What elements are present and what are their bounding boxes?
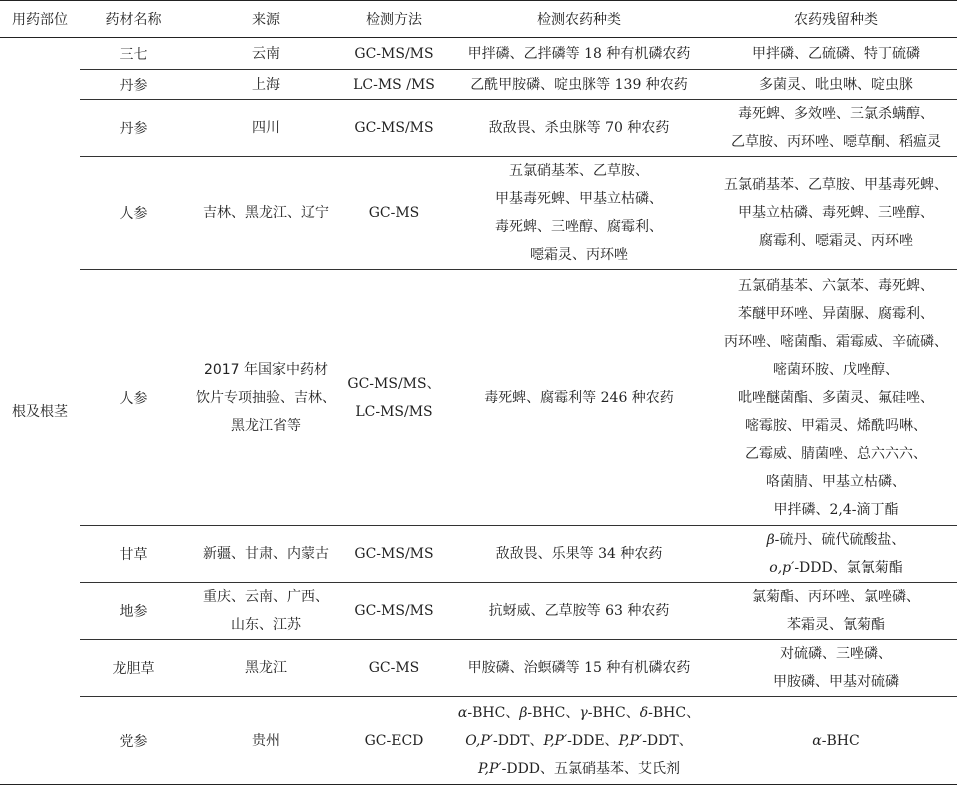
method-cell bbox=[345, 697, 443, 785]
residues-cell-line: 乙霉威、腈菌唑、总六六六、 bbox=[745, 445, 927, 462]
source-cell bbox=[187, 583, 345, 640]
residues-cell-line: 苯霜灵、氰菊酯 bbox=[787, 617, 885, 633]
residues-cell bbox=[715, 100, 957, 157]
residues-cell bbox=[715, 38, 957, 70]
tested-pesticides-cell-line: 抗蚜威、乙草胺等 63 种农药 bbox=[488, 603, 670, 619]
method-cell-line: GC-MS bbox=[368, 205, 420, 221]
tested-pesticides-cell-line: 甲拌磷、乙拌磷等 18 种有机磷农药 bbox=[467, 45, 691, 62]
herb-cell: 三七 bbox=[80, 38, 187, 70]
tested-pesticides-cell-line: 五氯硝基苯、乙草胺、 bbox=[509, 163, 649, 179]
herb-cell: 人参 bbox=[80, 270, 187, 526]
residues-cell bbox=[715, 270, 957, 526]
source-cell bbox=[187, 640, 345, 697]
source-cell-line: 山东、江苏 bbox=[231, 617, 301, 633]
source-cell-line: 重庆、云南、广西、 bbox=[203, 589, 329, 605]
method-cell bbox=[345, 100, 443, 157]
residues-cell bbox=[715, 526, 957, 583]
table-row bbox=[0, 640, 957, 697]
source-cell bbox=[187, 270, 345, 526]
tested-pesticides-cell bbox=[443, 583, 715, 640]
tested-pesticides-cell-line: α-BHC、β-BHC、γ-BHC、δ-BHC、 bbox=[457, 704, 701, 721]
tested-pesticides-cell bbox=[443, 100, 715, 157]
residues-cell bbox=[715, 640, 957, 697]
tested-pesticides-cell-line: 敌敌畏、乐果等 34 种农药 bbox=[495, 546, 663, 562]
residues-cell-line: α-BHC bbox=[812, 732, 860, 749]
source-cell bbox=[187, 526, 345, 583]
table-row bbox=[0, 70, 957, 100]
tested-pesticides-cell bbox=[443, 70, 715, 100]
residues-cell-line: 乙草胺、丙环唑、噁草酮、稻瘟灵 bbox=[731, 134, 941, 150]
tested-pesticides-cell-line: O,P′-DDT、P,P′-DDE、P,P′-DDT、 bbox=[465, 732, 693, 749]
herb-cell: 甘草 bbox=[80, 526, 187, 583]
residues-cell-line: 氯菊酯、丙环唑、氯唑磷、 bbox=[752, 589, 920, 605]
source-cell-line: 黑龙江 bbox=[245, 660, 287, 676]
residues-cell-line: 毒死蜱、多效唑、三氯杀螨醇、 bbox=[738, 106, 934, 122]
residues-cell-line: 多菌灵、吡虫啉、啶虫脒 bbox=[759, 76, 913, 93]
table-row bbox=[0, 157, 957, 270]
method-cell bbox=[345, 640, 443, 697]
method-cell bbox=[345, 526, 443, 583]
herb-cell: 地参 bbox=[80, 583, 187, 640]
header-tested-pesticides: 检测农药种类 bbox=[443, 1, 715, 38]
table-row bbox=[0, 526, 957, 583]
residues-cell bbox=[715, 583, 957, 640]
method-cell-line: GC-MS/MS bbox=[354, 546, 434, 562]
method-cell-line: GC-MS/MS bbox=[354, 603, 434, 619]
residues-cell bbox=[715, 697, 957, 785]
header-site: 用药部位 bbox=[0, 1, 80, 38]
source-cell-line: 黑龙江省等 bbox=[231, 417, 301, 434]
residues-cell-line: 苯醚甲环唑、异菌脲、腐霉利、 bbox=[738, 305, 934, 322]
tested-pesticides-cell-line: 甲胺磷、治螟磷等 15 种有机磷农药 bbox=[467, 660, 691, 676]
residues-cell-line: β-硫丹、硫代硫酸盐、 bbox=[766, 532, 906, 548]
tested-pesticides-cell-line: P,P′-DDD、五氯硝基苯、艾氏剂 bbox=[477, 760, 681, 777]
source-cell bbox=[187, 38, 345, 70]
herb-cell: 丹参 bbox=[80, 70, 187, 100]
residues-cell bbox=[715, 70, 957, 100]
method-cell bbox=[345, 70, 443, 100]
method-cell bbox=[345, 38, 443, 70]
header-method: 检测方法 bbox=[345, 1, 443, 38]
residues-cell-line: 五氯硝基苯、六氯苯、毒死蜱、 bbox=[738, 277, 934, 294]
herb-cell: 丹参 bbox=[80, 100, 187, 157]
residues-cell-line: 吡唑醚菌酯、多菌灵、氟硅唑、 bbox=[738, 389, 934, 406]
herb-cell: 人参 bbox=[80, 157, 187, 270]
source-cell-line: 云南 bbox=[252, 45, 280, 62]
tested-pesticides-cell-line: 敌敌畏、杀虫脒等 70 种农药 bbox=[488, 120, 670, 136]
source-cell-line: 贵州 bbox=[252, 732, 280, 749]
site-cell: 根及根茎 bbox=[0, 38, 80, 785]
method-cell-line: GC-ECD bbox=[364, 732, 424, 749]
residues-cell-line: 嘧霉胺、甲霜灵、烯酰吗啉、 bbox=[745, 417, 927, 434]
table-row bbox=[0, 38, 957, 70]
tested-pesticides-cell bbox=[443, 38, 715, 70]
source-cell bbox=[187, 157, 345, 270]
table-row bbox=[0, 697, 957, 785]
residues-cell-line: 对硫磷、三唑磷、 bbox=[780, 646, 892, 662]
tested-pesticides-cell-line: 噁霜灵、丙环唑 bbox=[530, 247, 628, 263]
method-cell bbox=[345, 583, 443, 640]
tested-pesticides-cell-line: 毒死蜱、腐霉利等 246 种农药 bbox=[484, 389, 674, 406]
residues-cell-line: 甲胺磷、甲基对硫磷 bbox=[773, 674, 899, 690]
method-cell-line: GC-MS/MS bbox=[354, 45, 434, 62]
residues-cell-line: 咯菌腈、甲基立枯磷、 bbox=[766, 473, 906, 490]
method-cell bbox=[345, 157, 443, 270]
herb-cell: 龙胆草 bbox=[80, 640, 187, 697]
source-cell-line: 吉林、黑龙江、辽宁 bbox=[203, 205, 329, 221]
tested-pesticides-cell bbox=[443, 157, 715, 270]
residues-cell-line: 嘧菌环胺、戊唑醇、 bbox=[773, 361, 899, 378]
source-cell-line: 新疆、甘肃、内蒙古 bbox=[203, 546, 329, 562]
table-header-row bbox=[0, 1, 957, 38]
residues-cell-line: 甲拌磷、乙硫磷、特丁硫磷 bbox=[752, 45, 920, 62]
header-herb: 药材名称 bbox=[80, 1, 187, 38]
source-cell bbox=[187, 697, 345, 785]
method-cell-line: LC-MS /MS bbox=[353, 76, 435, 93]
tested-pesticides-cell bbox=[443, 526, 715, 583]
tested-pesticides-cell bbox=[443, 270, 715, 526]
method-cell-line: GC-MS/MS bbox=[354, 120, 434, 136]
source-cell bbox=[187, 70, 345, 100]
tested-pesticides-cell bbox=[443, 697, 715, 785]
source-cell-line: 上海 bbox=[252, 76, 280, 93]
residues-cell-line: 五氯硝基苯、乙草胺、甲基毒死蜱、 bbox=[724, 177, 948, 193]
method-cell-line: GC-MS/MS、 bbox=[347, 375, 441, 392]
header-source: 来源 bbox=[187, 1, 345, 38]
source-cell-line: 四川 bbox=[252, 120, 280, 136]
tested-pesticides-cell-line: 毒死蜱、三唑醇、腐霉利、 bbox=[495, 219, 663, 235]
table-row bbox=[0, 583, 957, 640]
residues-cell-line: 甲基立枯磷、毒死蜱、三唑醇、 bbox=[738, 205, 934, 221]
method-cell bbox=[345, 270, 443, 526]
residues-cell bbox=[715, 157, 957, 270]
method-cell-line: LC-MS/MS bbox=[355, 403, 433, 420]
herb-cell: 党参 bbox=[80, 697, 187, 785]
tested-pesticides-cell bbox=[443, 640, 715, 697]
source-cell bbox=[187, 100, 345, 157]
tested-pesticides-cell-line: 甲基毒死蜱、甲基立枯磷、 bbox=[495, 191, 663, 207]
header-residues: 农药残留种类 bbox=[715, 1, 957, 38]
table-body bbox=[0, 38, 957, 785]
residues-cell-line: 腐霉利、噁霜灵、丙环唑 bbox=[759, 233, 913, 249]
table-row bbox=[0, 270, 957, 526]
source-cell-line: 2017 年国家中药材 bbox=[203, 361, 329, 378]
method-cell-line: GC-MS bbox=[368, 660, 420, 676]
residues-cell-line: o,p′-DDD、氯氰菊酯 bbox=[769, 560, 903, 576]
table-row bbox=[0, 100, 957, 157]
residues-cell-line: 丙环唑、嘧菌酯、霜霉威、辛硫磷、 bbox=[724, 333, 948, 350]
residues-cell-line: 甲拌磷、2,4-滴丁酯 bbox=[773, 501, 899, 518]
tested-pesticides-cell-line: 乙酰甲胺磷、啶虫脒等 139 种农药 bbox=[470, 76, 688, 93]
source-cell-line: 饮片专项抽验、吉林、 bbox=[196, 389, 336, 406]
